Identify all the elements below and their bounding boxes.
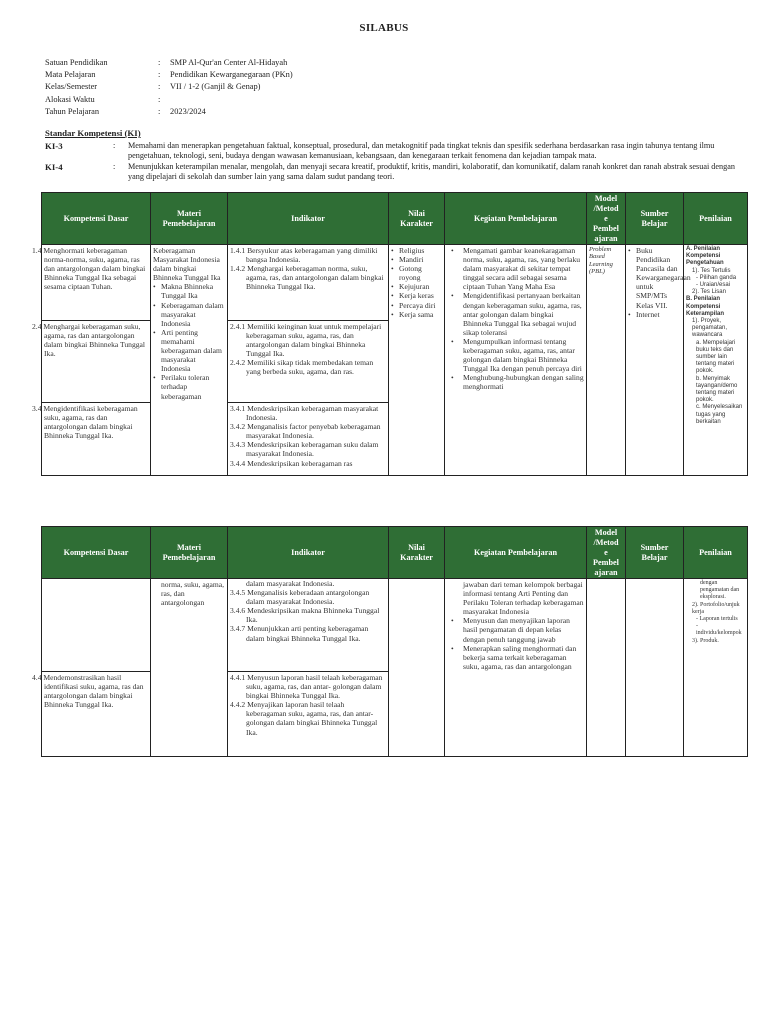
- ki-3-row: [45, 141, 745, 162]
- penilaian-block: [686, 580, 745, 645]
- sumber-list: [628, 246, 691, 319]
- header-line: Pemebelajaran: [162, 552, 216, 562]
- materi-list: [153, 282, 225, 400]
- kd-item: 2.4 Menghargai keberagaman suku, agama, ras dan antargolongan dalam bingkai Bhinneka Tunggal Ika.: [42, 320, 150, 402]
- penilaian-item: - Uraian/esai: [696, 282, 731, 289]
- model-cell: [587, 245, 626, 476]
- indikator-item: 3.4.1 Mendeskripsikan keberagaman masyarakat Indonesia.: [230, 404, 379, 423]
- indikator-group: [228, 671, 388, 738]
- info-value: VII / 1-2 (Ganjil & Genap): [170, 82, 261, 92]
- syllabus-table-1: [32, 192, 748, 476]
- info-colon: :: [158, 58, 161, 67]
- info-row: [45, 94, 293, 106]
- header-line: e: [604, 547, 608, 557]
- header-line: Model: [594, 193, 618, 203]
- page-title: SILABUS: [359, 22, 409, 34]
- syllabus-table-2: [32, 526, 748, 757]
- kegiatan-cell: [445, 579, 587, 757]
- info-label: Kelas/Semester: [45, 82, 98, 92]
- indikator-item: 3.4.5 Menganalisis keberadaan antargolongan dalam masyarakat Indonesia.: [230, 588, 370, 607]
- materi-cell: [151, 245, 228, 476]
- nilai-cell: [389, 245, 445, 476]
- penilaian-item: - Pilihan ganda: [696, 274, 737, 281]
- header-line: Pemebelajaran: [162, 218, 216, 228]
- col-header-sumber: [626, 527, 684, 579]
- indikator-item: 2.4.2 Memiliki sikap tidak membedakan teman yang berbeda suku, agama, dan ras.: [230, 358, 374, 377]
- indikator-item: 4.4.1 Menyusun laporan hasil telaah keberagaman suku, agama, ras, dan antar- golongan dalam bingkai Bhinneka Tunggal Ika.: [230, 673, 383, 701]
- kd-cell: [32, 579, 151, 757]
- col-header-indikator: Indikator: [228, 527, 389, 579]
- col-header-nilai: [389, 193, 445, 245]
- info-row: [45, 57, 293, 69]
- model-text: Problem Based Learning (PBL): [589, 246, 613, 276]
- info-label: Tahun Pelajaran: [45, 106, 100, 116]
- table-row: [42, 579, 748, 757]
- list-item: • Internet: [628, 310, 681, 319]
- list-item: • Makna Bhinneka Tunggal Ika: [153, 282, 225, 300]
- kegiatan-intro: jawaban dari teman kelompok berbagai informasi tentang Arti Penting dan Perilaku Toleran terhadap keberagaman masyarakat Indonesia: [463, 580, 584, 617]
- header-line: Pembel: [593, 557, 619, 567]
- col-header-materi: [151, 193, 228, 245]
- list-item: • Perilaku toleran terhadap keberagaman: [153, 373, 225, 400]
- ki-key: KI-3: [45, 141, 63, 151]
- table-row: [42, 245, 748, 476]
- list-item: • Kerja sama: [391, 310, 442, 319]
- list-item: • Menerapkan saling menghormati dan bekerja sama terkait keberagaman suku, agama, ras dan antargolongan: [451, 644, 584, 671]
- col-header-materi: [151, 527, 228, 579]
- info-value: 2023/2024: [170, 106, 206, 116]
- info-label: Mata Pelajaran: [45, 70, 96, 80]
- penilaian-item: 3). Produk.: [692, 637, 719, 644]
- header-line: Sumber: [640, 542, 669, 552]
- kegiatan-cell: [445, 245, 587, 476]
- header-line: Nilai: [408, 542, 425, 552]
- header-line: ajaran: [594, 567, 618, 577]
- ki-key: KI-4: [45, 162, 63, 172]
- nilai-list: [391, 246, 442, 319]
- col-header-kompetensi: Kompetensi Dasar: [42, 193, 151, 245]
- indikator-item: 3.4.3 Mendeskripsikan keberagaman suku dalam masyarakat Indonesia.: [230, 440, 379, 459]
- header-line: /Metod: [593, 537, 619, 547]
- penilaian-heading: B. Penilaian Kompetensi Keterampilan: [686, 296, 725, 317]
- header-line: Model: [594, 527, 618, 537]
- penilaian-item: - individu/kelompok: [696, 623, 742, 637]
- header-line: Sumber: [640, 208, 669, 218]
- nilai-cell: [389, 579, 445, 757]
- info-value: Pendidikan Kewarganegaraan (PKn): [170, 70, 293, 80]
- indikator-cell: [228, 579, 389, 757]
- indikator-item: 4.4.2 Menyajikan laporan hasil telaah keberagaman suku, agama, ras, dan antar- golongan dalam bingkai Bhinneka Tunggal Ika.: [230, 700, 378, 737]
- list-item: • Kerja keras: [391, 291, 442, 300]
- penilaian-cell: [684, 245, 748, 476]
- ki-colon: :: [113, 162, 116, 171]
- info-label: Satuan Pendidikan: [45, 58, 108, 67]
- info-colon: :: [158, 82, 161, 92]
- col-header-sumber: [626, 193, 684, 245]
- header-line: Pembel: [593, 223, 619, 233]
- list-item: • Menyusun dan menyajikan laporan hasil pengamatan di depan kelas dengan penuh tanggung jawab: [451, 616, 584, 643]
- info-colon: :: [158, 106, 161, 116]
- header-line: Materi: [176, 208, 202, 218]
- header-line: Materi: [176, 542, 202, 552]
- col-header-penilaian: Penilaian: [684, 193, 748, 245]
- table-header-row: [42, 193, 748, 245]
- header-line: e: [604, 213, 608, 223]
- col-header-kegiatan: Kegiatan Pembelajaran: [445, 527, 587, 579]
- penilaian-item: b. Menyimak tayangan/demo tentang materi pokok.: [696, 375, 738, 404]
- info-row: [45, 106, 293, 118]
- penilaian-item: 1). Tes Tertulis: [692, 267, 731, 274]
- list-item: • Mengumpulkan informasi tentang keberagaman suku, agama, ras, antar golongan dalam bingkai Bhinneka Tunggal Ika dengan penuh percaya diri: [451, 337, 584, 373]
- indikator-group: [228, 320, 388, 402]
- sumber-cell: [626, 245, 691, 476]
- header-line: /Metod: [593, 203, 619, 213]
- penilaian-heading: A. Penilaian Kompetensi Pengetahuan: [686, 246, 724, 267]
- list-item: • Mengidentifikasi pertanyaan berkaitan dengan keberagaman suku, agama, ras, antar golongan dalam bingkai Bhinneka Tunggal Ika sebagai wujud sikap toleransi: [451, 291, 584, 336]
- col-header-penilaian: Penilaian: [684, 527, 748, 579]
- indikator-item: 2.4.1 Memiliki keinginan kuat untuk mempelajari keberagaman suku, agama, ras, dan antargolongan dalam bingkai Bhinneka Tunggal Ika.: [230, 322, 382, 359]
- indikator-group: [228, 245, 388, 320]
- info-colon: :: [158, 94, 161, 104]
- list-item: • Mengamati gambar keanekaragaman norma, suku, agama, ras, yang berlaku dalam masyarakat di sekitar tempat tinggal secara adil sebagai sesama ciptaan Tuhan Yang Maha Esa: [451, 246, 584, 291]
- penilaian-item: a. Mempelajari buku teks dan sumber lain tentang materi pokok.: [696, 339, 736, 375]
- indikator-item: 3.4.2 Menganalisis factor penyebab keberagaman masyarakat Indonesia.: [230, 422, 381, 441]
- header-line: ajaran: [594, 233, 618, 243]
- list-item: • Mandiri: [391, 255, 442, 264]
- col-header-model: [587, 193, 626, 245]
- standar-kompetensi-heading: Standar Kompetensi (KI): [45, 128, 141, 138]
- info-colon: :: [158, 70, 161, 80]
- list-item: • Menghubung-hubungkan dengan saling menghormati: [451, 373, 584, 391]
- penilaian-item: 2). Portofolio/unjuk kerja: [692, 601, 740, 615]
- kd-cell: [32, 245, 151, 476]
- list-item: • Gotong royong: [391, 264, 442, 282]
- info-row: [45, 69, 293, 81]
- header-line: Belajar: [641, 218, 668, 228]
- header-line: Karakter: [400, 218, 433, 228]
- col-header-kegiatan: Kegiatan Pembelajaran: [445, 193, 587, 245]
- header-line: Belajar: [641, 552, 668, 562]
- model-cell: [587, 579, 626, 757]
- penilaian-item: - Laporan tertulis: [696, 616, 738, 623]
- materi-cell: [151, 579, 228, 757]
- penilaian-block: [686, 246, 745, 426]
- col-header-model: [587, 527, 626, 579]
- info-row: [45, 81, 293, 93]
- header-line: Nilai: [408, 208, 425, 218]
- col-header-indikator: Indikator: [228, 193, 389, 245]
- indikator-item: dalam masyarakat Indonesia.: [246, 579, 335, 588]
- kd-item: 1.4 Menghormati keberagaman norma-norma, suku, agama, ras dan antargolongan dalam bingkai Bhinneka Tunggal Ika sebagai sesama ciptaan Tuhan.: [32, 246, 146, 292]
- info-value: SMP Al-Qur'an Center Al-Hidayah: [170, 58, 288, 67]
- penilaian-item: c. Menyelesaikan tugas yang berkaitan: [696, 404, 743, 425]
- kegiatan-list: [447, 246, 584, 392]
- header-line: Karakter: [400, 552, 433, 562]
- table-header-row: [42, 527, 748, 579]
- indikator-group: [228, 579, 388, 671]
- materi-text: norma, suku, agama, ras, dan antargolongan: [161, 580, 225, 608]
- list-item: • Kejujuran: [391, 282, 442, 291]
- list-item: • Arti penting memahami keberagaman dalam masyarakat Indonesia: [153, 328, 225, 373]
- ki-text: Menunjukkan keterampilan menalar, mengolah, dan menyaji secara kreatif, produktif, kritis, mandiri, kolaboratif, dan komunikatif, dalam ranah konkret dan ranah abstrak sesuai dengan yang dipelajari di sekolah dan sumber lain yang sama dalam sudut pandang teori.: [128, 162, 735, 182]
- indikator-item: 1.4.2 Menghargai keberagaman norma, suku, agama, ras, dan antargolongan dalam bingkai Bhinneka Tunggal Ika.: [230, 264, 384, 292]
- kd-item: 3.4 Mengidentifikasi keberagaman suku, agama, ras dan antargolongan dalam bingkai Bhinneka Tunggal Ika.: [42, 402, 150, 441]
- indikator-item: 1.4.1 Bersyukur atas keberagaman yang dimiliki bangsa Indonesia.: [230, 246, 378, 265]
- list-item: • Percaya diri: [391, 301, 442, 310]
- kd-spacer: [42, 579, 150, 671]
- ki-4-row: [45, 162, 745, 183]
- indikator-group: [228, 402, 388, 469]
- col-header-kompetensi: Kompetensi Dasar: [42, 527, 151, 579]
- indikator-item: 3.4.4 Mendeskripsikan keberagaman ras: [230, 458, 353, 468]
- kegiatan-list: [447, 616, 584, 671]
- identity-block: [45, 57, 293, 118]
- sumber-cell: [626, 579, 684, 757]
- indikator-cell: [228, 245, 389, 476]
- materi-intro: Keberagaman Masyarakat Indonesia dalam bingkai Bhinneka Tunggal Ika: [153, 246, 221, 283]
- list-item: • Keberagaman dalam masyarakat Indonesia: [153, 301, 225, 328]
- list-item: • Buku Pendidikan Pancasila dan Kewarganegaraan untuk SMP/MTs Kelas VII.: [628, 246, 681, 310]
- indikator-item: 3.4.7 Menunjukkan arti penting keberagaman dalam bingkai Bhinneka Tunggal Ika.: [230, 624, 369, 643]
- info-label: Alokasi Waktu: [45, 94, 95, 104]
- kd-item: 4.4 Mendemonstrasikan hasil identifikasi suku, agama, ras dan antargolongan dalam bingkai Bhinneka Tunggal Ika.: [42, 671, 150, 710]
- ki-text: Memahami dan menerapkan pengetahuan faktual, konseptual, prosedural, dan metakognitif pada tingkat teknis dan spesifik sederhana berdasarkan rasa ingin tahunya tentang ilmu pengetahuan, teknologi, seni, budaya dengan wawasan kemanusiaan, kebangsaan, dan kenegaraan terkait fenomena dan kejadian tampak mata.: [128, 141, 715, 161]
- indikator-item: 3.4.6 Mendeskripsikan makna Bhinneka Tunggal Ika.: [230, 606, 380, 625]
- penilaian-item: 1). Proyek, pengamatan, wawancara: [692, 318, 728, 339]
- penilaian-cell: [684, 579, 748, 757]
- list-item: • Religius: [391, 246, 442, 255]
- penilaian-item: dengan pengamatan dan eksplorasi.: [700, 580, 740, 601]
- ki-colon: :: [113, 141, 116, 150]
- penilaian-item: 2). Tes Lisan: [692, 289, 726, 296]
- col-header-nilai: [389, 527, 445, 579]
